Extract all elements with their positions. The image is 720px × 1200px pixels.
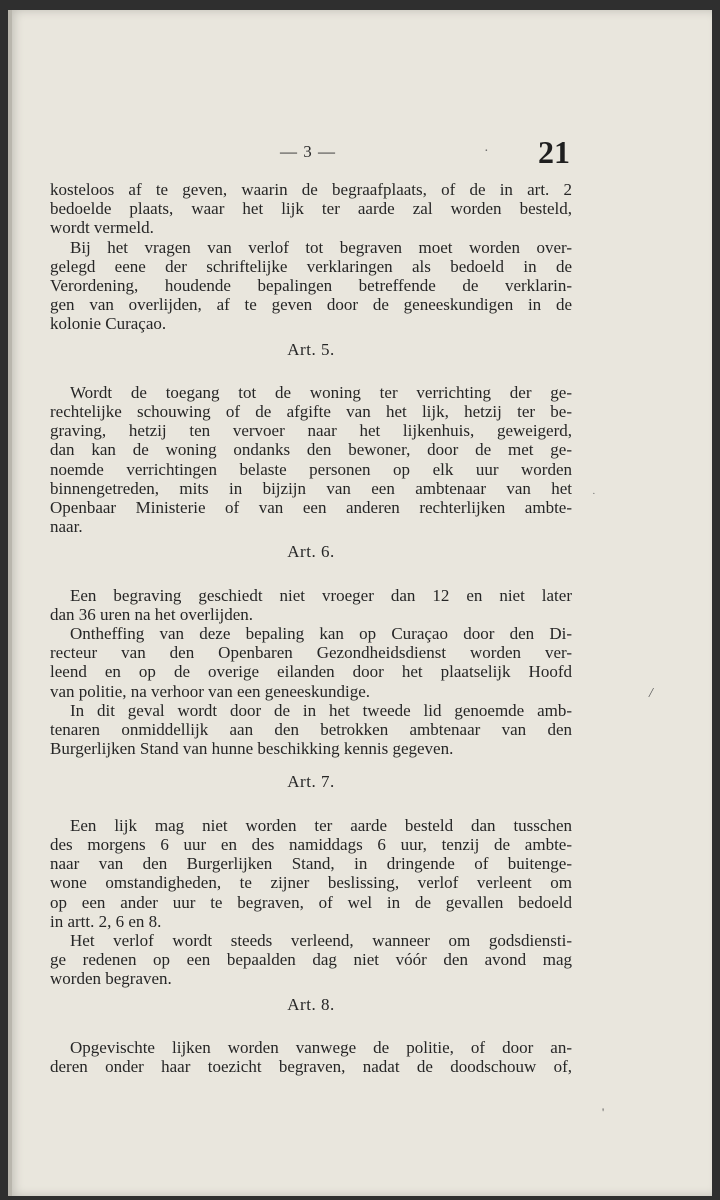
text-line: wordt vermeld. bbox=[50, 218, 154, 238]
text-line: Opgevischte lijken worden vanwege de politie, of door an- bbox=[70, 1037, 572, 1057]
text-line: graving, hetzij ten vervoer naar het lijkenhuis, geweigerd, bbox=[50, 421, 572, 441]
text-line: kosteloos af te geven, waarin de begraafplaats, of de in art. 2 bbox=[50, 180, 572, 199]
text-line: recteur van den Openbaren Gezondheidsdienst worden ver- bbox=[50, 643, 572, 663]
text-line: worden begraven. bbox=[50, 969, 172, 989]
page-header bbox=[0, 134, 720, 180]
article-6-heading: Art. 6. bbox=[287, 542, 335, 562]
text-line: Openbaar Ministerie of van een anderen rechterlijken ambte- bbox=[50, 498, 572, 518]
text-line: van politie, na verhoor van een geneeskundige. bbox=[50, 681, 371, 701]
text-line: Bij het vragen van verlof tot begraven moet worden over- bbox=[70, 237, 572, 257]
text-line: bedoelde plaats, waar het lijk ter aarde zal worden besteld, bbox=[50, 199, 572, 219]
article-5-body bbox=[50, 383, 572, 537]
article-8-heading: Art. 8. bbox=[287, 994, 335, 1014]
text-line: in artt. 2, 6 en 8. bbox=[50, 911, 162, 931]
text-line: wone omstandigheden, te zijner beslissing, verlof verleent om bbox=[50, 873, 572, 893]
text-line: naar van den Burgerlijken Stand, in dringende of buitenge- bbox=[50, 854, 572, 874]
text-line: Een begraving geschiedt niet vroeger dan 12 en niet later bbox=[70, 585, 572, 605]
page-number: 21 bbox=[538, 134, 570, 170]
margin-dot-mark: · bbox=[592, 488, 596, 500]
text-line: Ontheffing van deze bepaling kan op Curaçao door den Di- bbox=[70, 624, 572, 644]
article-5-heading: Art. 5. bbox=[287, 339, 335, 359]
text-line: des morgens 6 uur en des namiddags 6 uur, tenzij de ambte- bbox=[50, 834, 572, 854]
text-line: kolonie Curaçao. bbox=[50, 314, 167, 334]
text-line: Het verlof wordt steeds verleend, wanneer om godsdiensti- bbox=[70, 930, 572, 950]
article-6-body bbox=[50, 586, 572, 759]
text-line: dan kan de woning ondanks den bewoner, door de met ge- bbox=[50, 440, 572, 460]
text-line: Burgerlijken Stand van hunne beschikking kennis gegeven. bbox=[50, 739, 454, 759]
text-line: rechtelijke schouwing of de afgifte van het lijk, hetzij ter be- bbox=[50, 402, 572, 422]
paragraph-1 bbox=[50, 180, 572, 238]
text-line: Wordt de toegang tot de woning ter verrichting der ge- bbox=[70, 382, 572, 402]
text-line: In dit geval wordt door de in het tweede lid genoemde amb- bbox=[70, 700, 572, 720]
text-line: naar. bbox=[50, 517, 83, 537]
paragraph-2 bbox=[50, 238, 572, 334]
body-text bbox=[50, 180, 572, 1076]
text-line: binnengetreden, mits in bijzijn van een ambtenaar van het bbox=[50, 478, 572, 498]
page-binding-edge bbox=[8, 10, 12, 1196]
text-line: dan 36 uren na het overlijden. bbox=[50, 604, 253, 624]
folio-number: — 3 — bbox=[280, 142, 336, 161]
article-8-body bbox=[50, 1038, 572, 1076]
margin-pencil-mark: / bbox=[649, 686, 653, 701]
text-line: deren onder haar toezicht begraven, nadat de doodschouw of, bbox=[50, 1056, 572, 1076]
text-line: gen van overlijden, af te geven door de geneeskundigen in de bbox=[50, 295, 572, 315]
margin-pencil-mark: ' bbox=[602, 1105, 605, 1119]
text-line: Een lijk mag niet worden ter aarde besteld dan tusschen bbox=[70, 815, 572, 835]
text-line: ge redenen op een bepaalden dag niet vóór den avond mag bbox=[50, 950, 572, 970]
header-dot: · bbox=[484, 144, 489, 159]
text-line: Verordening, houdende bepalingen betreffende de verklarin- bbox=[50, 276, 572, 296]
text-line: noemde verrichtingen belaste personen op elk uur worden bbox=[50, 459, 572, 479]
text-line: tenaren onmiddellijk aan den betrokken ambtenaar van den bbox=[50, 720, 572, 740]
article-7-body bbox=[50, 816, 572, 989]
text-line: leend en op de overige eilanden door het plaatselijk Hoofd bbox=[50, 662, 572, 682]
text-line: op een ander uur te begraven, of wel in de gevallen bedoeld bbox=[50, 892, 572, 912]
article-7-heading: Art. 7. bbox=[287, 772, 335, 792]
text-line: gelegd eene der schriftelijke verklaringen als bedoeld in de bbox=[50, 256, 572, 276]
